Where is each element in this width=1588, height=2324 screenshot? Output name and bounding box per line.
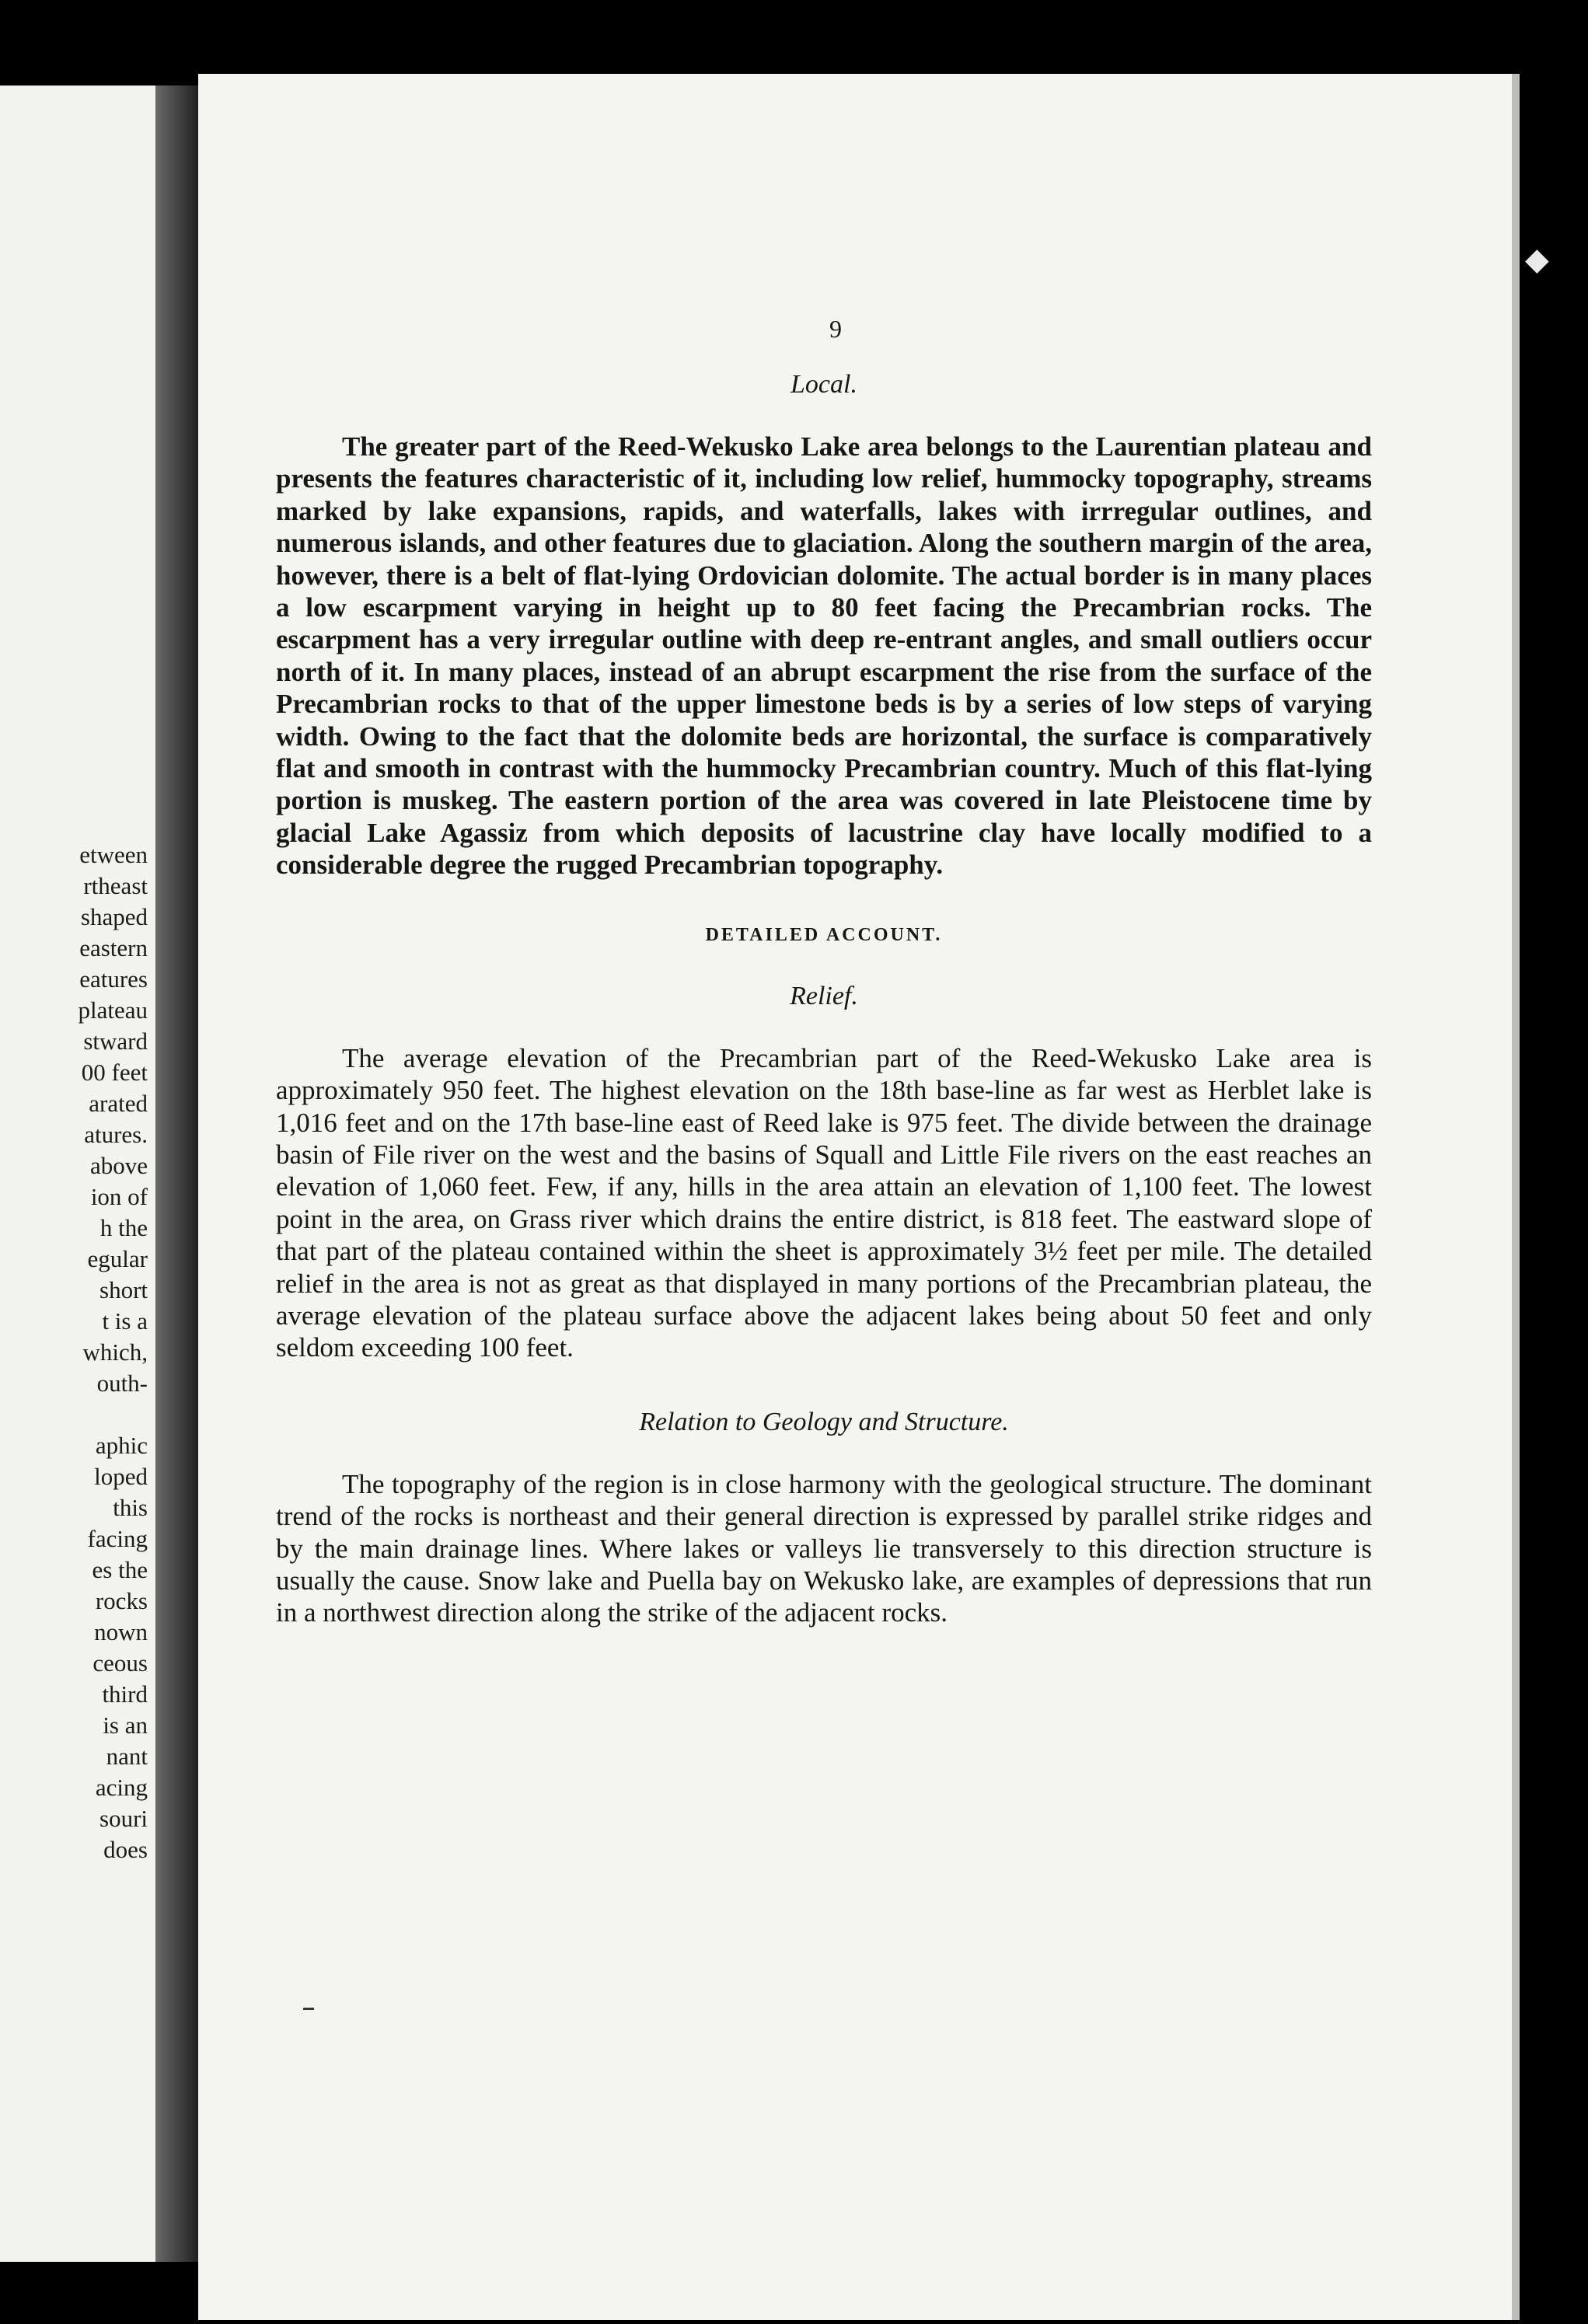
left-fragment-line: atures. <box>84 1121 148 1148</box>
left-fragment-line: ceous <box>92 1649 148 1677</box>
left-fragment-line: aphic <box>95 1432 148 1459</box>
left-fragment-line: third <box>102 1680 148 1708</box>
left-fragment-line: souri <box>99 1805 148 1832</box>
left-fragment-line: nant <box>106 1743 148 1770</box>
page-edge <box>1512 74 1520 2320</box>
relief-paragraph: The average elevation of the Precambrian part of the Reed-Wekusko Lake area is approximately 950 feet. The highest elevation on the 18th base-line as far west as Herblet lake is 1,016 feet and on the 17th base-line east of Reed lake is 975 feet. The divide between the drainage basin of File river on the west and the basins of Squall and Little File rivers on the east reaches an elevation of 1,060 feet. Few, if any, hills in the area attain an elevation of 1,100 feet. The lowest point in the area, on Grass river which drains the entire district, is 818 feet. The eastward slope of that part of the plateau contained within the sheet is approximately 3½ feet per mile. The detailed relief in the area is not as great as that displayed in many portions of the Precambrian plateau, the average elevation of the plateau surface above the adjacent lakes being about 50 feet and only seldom exceeding 100 feet. <box>276 1042 1372 1363</box>
left-fragment-line: etween <box>79 841 148 868</box>
relief-heading: Relief. <box>790 981 858 1010</box>
left-fragment-line: outh- <box>96 1370 148 1397</box>
left-fragment-line: h the <box>99 1214 148 1241</box>
left-page-text <box>78 839 148 1865</box>
left-fragment-line: nown <box>94 1618 148 1645</box>
left-fragment-line: arated <box>89 1090 148 1117</box>
left-fragment-line: eastern <box>79 934 148 961</box>
left-fragment-line: is an <box>103 1712 148 1739</box>
relation-paragraph: The topography of the region is in close harmony with the geological structure. The dominant trend of the rocks is northeast and their general direction is expressed by parallel strike ridges and by the main drainage lines. Where lakes or valleys lie transversely to this direction structure is usually the cause. Snow lake and Puella bay on Wekusko lake, are examples of depressions that run in a northwest direction along the strike of the adjacent rocks. <box>276 1468 1372 1628</box>
left-fragment-line: plateau <box>78 996 148 1024</box>
relation-heading: Relation to Geology and Structure. <box>639 1407 1009 1436</box>
left-fragment-line: which, <box>82 1338 148 1366</box>
page-number: 9 <box>829 315 842 343</box>
left-fragment-line: shaped <box>80 903 148 930</box>
local-heading: Local. <box>791 370 857 399</box>
footer-mark <box>303 2008 314 2010</box>
left-fragment-line: this <box>113 1494 148 1521</box>
left-fragment-line: facing <box>87 1525 148 1552</box>
left-fragment-line: does <box>103 1836 148 1863</box>
left-fragment-line: loped <box>94 1463 148 1490</box>
left-fragment-line: short <box>99 1276 148 1303</box>
left-fragment-line: es the <box>92 1556 148 1583</box>
left-fragment-line: rocks <box>95 1587 148 1614</box>
left-fragment-line: above <box>89 1152 148 1179</box>
left-fragment-line: t is a <box>102 1307 148 1335</box>
left-fragment-line: eatures <box>79 965 148 993</box>
left-fragment-line: acing <box>95 1774 148 1801</box>
left-fragment-line: ion of <box>90 1183 148 1210</box>
local-paragraph: The greater part of the Reed-Wekusko Lake area belongs to the Laurentian plateau and presents the features characteristic of it, including low relief, hummocky topography, streams marked by lake expansions, rapids, and waterfalls, lakes with irrregular outlines, and numerous islands, and other features due to glaciation. Along the southern margin of the area, however, there is a belt of flat-lying Ordovician dolomite. The actual border is in many places a low escarpment varying in height up to 80 feet facing the Precambrian rocks. The escarpment has a very irregular outline with deep re-entrant angles, and small outliers occur north of it. In many places, instead of an abrupt escarpment the rise from the surface of the Precambrian rocks to that of the upper limestone beds is by a series of low steps of varying width. Owing to the fact that the dolomite beds are horizontal, the surface is comparatively flat and smooth in contrast with the hummocky Precambrian country. Much of this flat-lying portion is muskeg. The eastern portion of the area was covered in late Pleistocene time by glacial Lake Agassiz from which deposits of lacustrine clay have locally modified to a considerable degree the rugged Precambrian topography. <box>276 431 1372 881</box>
left-fragment-line: egular <box>87 1245 148 1272</box>
diamond-icon: ◆ <box>1525 242 1549 277</box>
left-fragment-line: stward <box>83 1028 148 1055</box>
left-fragment-line: rtheast <box>83 872 148 899</box>
detailed-account-heading: DETAILED ACCOUNT. <box>705 924 943 945</box>
book-gutter <box>155 85 202 2262</box>
left-page-fragment <box>0 85 155 2262</box>
left-fragment-line: 00 feet <box>81 1059 148 1086</box>
main-page <box>198 74 1512 2320</box>
page-content <box>276 315 1372 1629</box>
